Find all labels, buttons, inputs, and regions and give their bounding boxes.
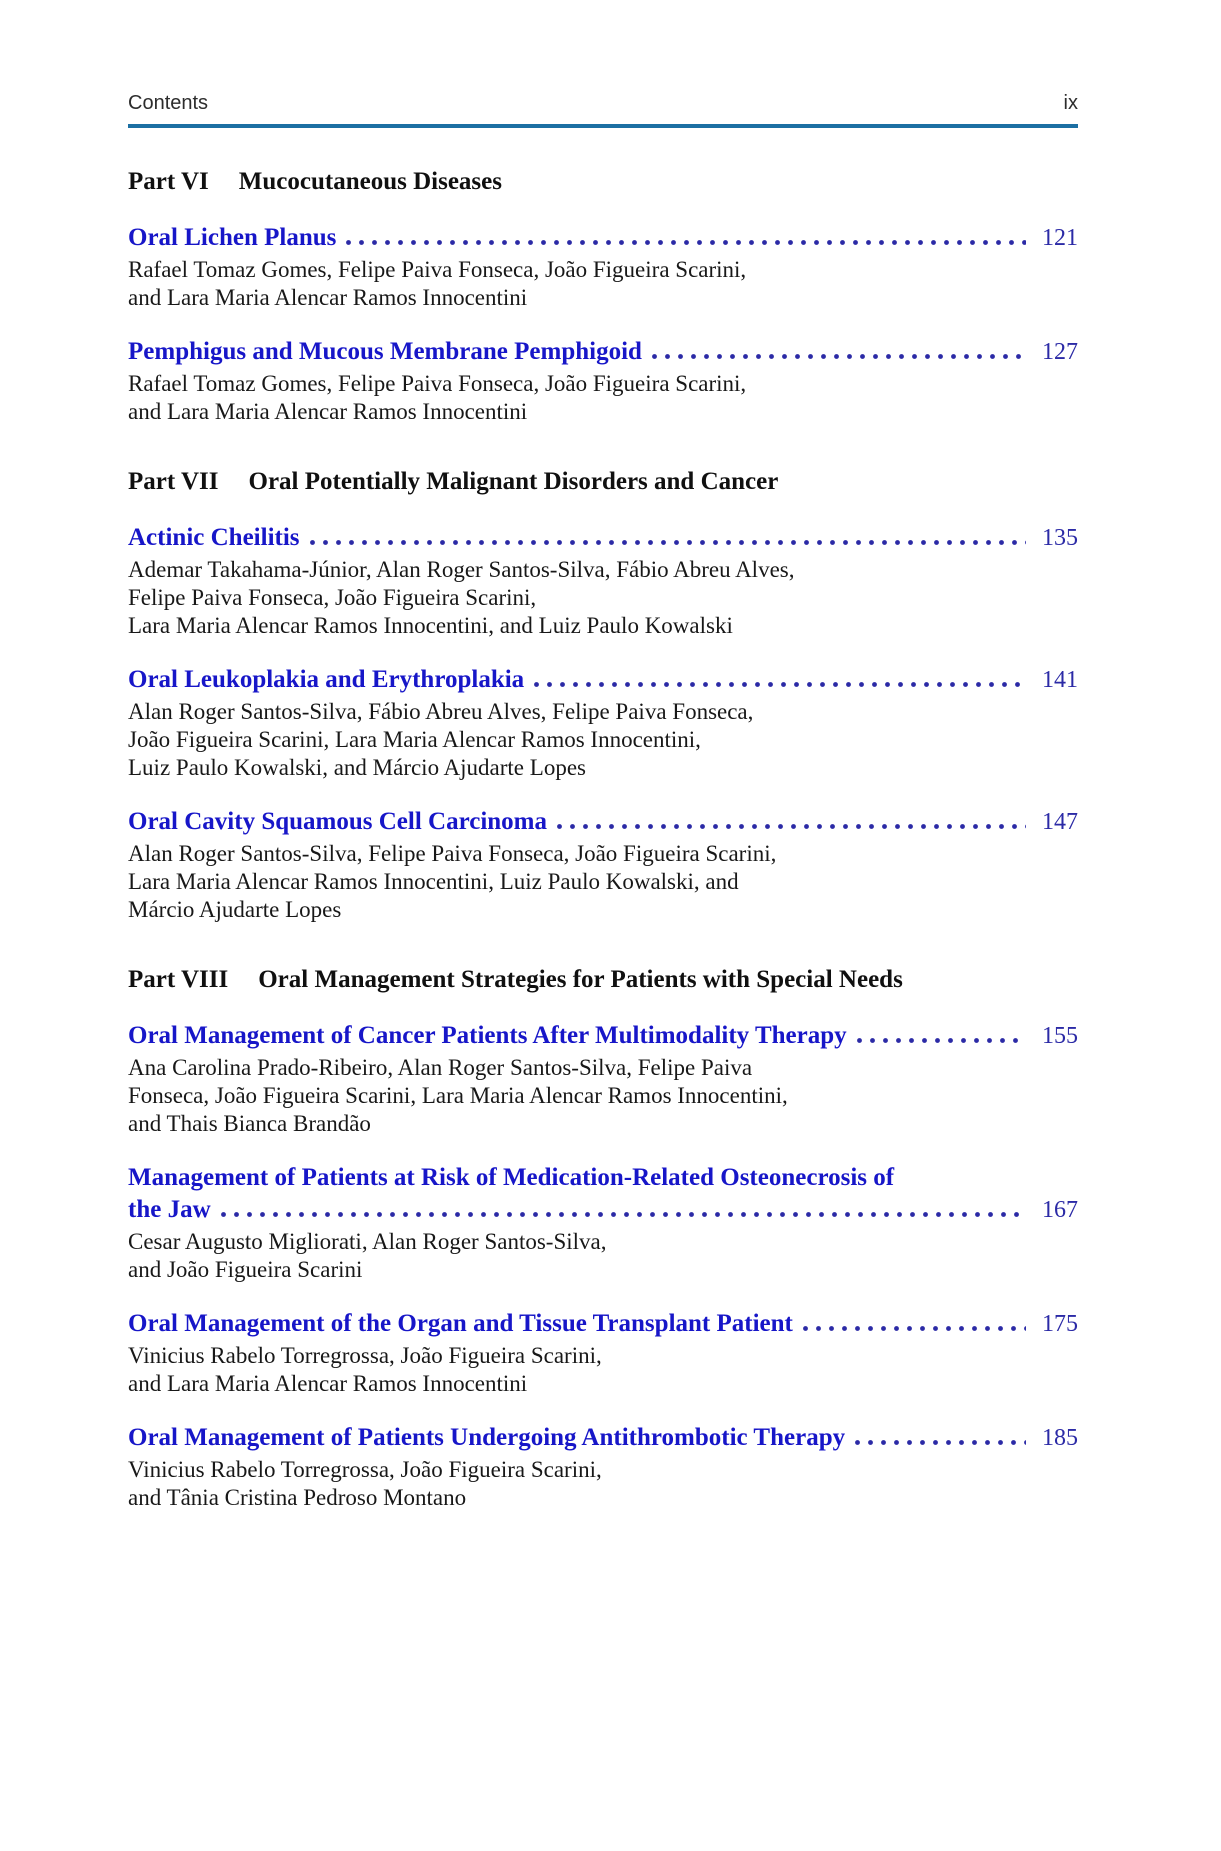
running-header	[128, 0, 1078, 115]
running-header-page-number: ix	[1063, 92, 1078, 114]
part-label: Part VII	[128, 468, 219, 495]
part-label: Part VIII	[128, 966, 229, 993]
chapter-title-line	[128, 336, 1078, 368]
chapter-authors	[128, 840, 1078, 924]
dot-leader	[221, 1212, 1026, 1217]
toc-entry	[128, 1308, 1078, 1398]
toc-entry	[128, 664, 1078, 782]
chapter-authors	[128, 1456, 1078, 1512]
header-rule	[128, 124, 1078, 128]
chapter-title-link[interactable]: Oral Leukoplakia and Erythroplakia	[128, 666, 525, 693]
chapter-page-number[interactable]: 155	[1042, 1023, 1078, 1049]
part-title: Mucocutaneous Diseases	[238, 168, 502, 195]
chapter-authors	[128, 256, 1078, 312]
chapter-page-number[interactable]: 175	[1042, 1311, 1078, 1337]
dot-leader	[803, 1326, 1026, 1331]
author-line: Luiz Paulo Kowalski, and Márcio Ajudarte Lopes	[128, 755, 586, 780]
author-line: Felipe Paiva Fonseca, João Figueira Scarini,	[128, 585, 537, 610]
chapter-title-line	[128, 1194, 1078, 1226]
chapter-title-line	[128, 1020, 1078, 1052]
chapter-authors	[128, 698, 1078, 782]
toc-entry	[128, 1020, 1078, 1138]
chapter-title-line	[128, 664, 1078, 696]
chapter-page-number[interactable]: 121	[1042, 225, 1078, 251]
author-line: Alan Roger Santos-Silva, Felipe Paiva Fonseca, João Figueira Scarini,	[128, 841, 777, 866]
dot-leader	[855, 1440, 1026, 1445]
toc-entry	[128, 222, 1078, 312]
chapter-page-number[interactable]: 147	[1042, 809, 1078, 835]
chapter-title-line	[128, 522, 1078, 554]
toc-entry	[128, 336, 1078, 426]
running-header-title: Contents	[128, 92, 209, 114]
chapter-title-line	[128, 1422, 1078, 1454]
author-line: Vinicius Rabelo Torregrossa, João Figueira Scarini,	[128, 1457, 602, 1482]
part-heading-vi	[128, 166, 1078, 198]
chapter-authors	[128, 556, 1078, 640]
author-line: Rafael Tomaz Gomes, Felipe Paiva Fonseca, João Figueira Scarini,	[128, 257, 747, 282]
chapter-title-link[interactable]: Pemphigus and Mucous Membrane Pemphigoid	[128, 338, 642, 365]
chapter-page-number[interactable]: 127	[1042, 339, 1078, 365]
toc-entry	[128, 806, 1078, 924]
chapter-title-link[interactable]: Oral Lichen Planus	[128, 224, 337, 251]
chapter-title-link[interactable]: Oral Cavity Squamous Cell Carcinoma	[128, 808, 547, 835]
author-line: and Lara Maria Alencar Ramos Innocentini	[128, 285, 528, 310]
author-line: and João Figueira Scarini	[128, 1257, 363, 1282]
author-line: Ademar Takahama-Júnior, Alan Roger Santos-Silva, Fábio Abreu Alves,	[128, 557, 795, 582]
part-heading-viii	[128, 964, 1078, 996]
chapter-authors	[128, 1342, 1078, 1398]
page-content	[128, 0, 1078, 1512]
author-line: and Tânia Cristina Pedroso Montano	[128, 1485, 467, 1510]
toc-entry	[128, 1162, 1078, 1284]
dot-leader	[346, 240, 1026, 245]
author-line: Ana Carolina Prado-Ribeiro, Alan Roger Santos-Silva, Felipe Paiva	[128, 1055, 753, 1080]
author-line: Alan Roger Santos-Silva, Fábio Abreu Alves, Felipe Paiva Fonseca,	[128, 699, 754, 724]
chapter-title-line	[128, 222, 1078, 254]
author-line: Márcio Ajudarte Lopes	[128, 897, 342, 922]
chapter-title-link[interactable]: Management of Patients at Risk of Medication-Related Osteonecrosis of	[128, 1164, 895, 1191]
chapter-authors	[128, 1054, 1078, 1138]
chapter-page-number[interactable]: 135	[1042, 525, 1078, 551]
dot-leader	[557, 824, 1026, 829]
author-line: Vinicius Rabelo Torregrossa, João Figueira Scarini,	[128, 1343, 602, 1368]
dot-leader	[534, 682, 1026, 687]
toc-entry	[128, 1422, 1078, 1512]
chapter-authors	[128, 370, 1078, 426]
dot-leader	[310, 540, 1026, 545]
chapter-title-line	[128, 1308, 1078, 1340]
chapter-title-link[interactable]: Oral Management of Patients Undergoing Antithrombotic Therapy	[128, 1424, 846, 1451]
dot-leader	[652, 354, 1026, 359]
author-line: Lara Maria Alencar Ramos Innocentini, Luiz Paulo Kowalski, and	[128, 869, 739, 894]
author-line: Fonseca, João Figueira Scarini, Lara Maria Alencar Ramos Innocentini,	[128, 1083, 788, 1108]
chapter-title-link[interactable]: the Jaw	[128, 1196, 211, 1223]
author-line: Rafael Tomaz Gomes, Felipe Paiva Fonseca, João Figueira Scarini,	[128, 371, 747, 396]
part-label: Part VI	[128, 168, 209, 195]
author-line: João Figueira Scarini, Lara Maria Alencar Ramos Innocentini,	[128, 727, 701, 752]
chapter-title-link[interactable]: Actinic Cheilitis	[128, 524, 300, 551]
chapter-title-link[interactable]: Oral Management of the Organ and Tissue Transplant Patient	[128, 1310, 793, 1337]
part-title: Oral Potentially Malignant Disorders and Cancer	[248, 468, 779, 495]
author-line: Cesar Augusto Migliorati, Alan Roger Santos-Silva,	[128, 1229, 607, 1254]
author-line: and Thais Bianca Brandão	[128, 1111, 371, 1136]
chapter-title-link[interactable]: Oral Management of Cancer Patients After Multimodality Therapy	[128, 1022, 847, 1049]
author-line: and Lara Maria Alencar Ramos Innocentini	[128, 399, 528, 424]
chapter-page-number[interactable]: 167	[1042, 1197, 1078, 1223]
chapter-page-number[interactable]: 185	[1042, 1425, 1078, 1451]
chapter-authors	[128, 1228, 1078, 1284]
dot-leader	[857, 1038, 1026, 1043]
author-line: Lara Maria Alencar Ramos Innocentini, and Luiz Paulo Kowalski	[128, 613, 733, 638]
chapter-title-line	[128, 806, 1078, 838]
part-heading-vii	[128, 466, 1078, 498]
chapter-page-number[interactable]: 141	[1042, 667, 1078, 693]
part-title: Oral Management Strategies for Patients with Special Needs	[258, 966, 903, 993]
author-line: and Lara Maria Alencar Ramos Innocentini	[128, 1371, 528, 1396]
toc-entry	[128, 522, 1078, 640]
